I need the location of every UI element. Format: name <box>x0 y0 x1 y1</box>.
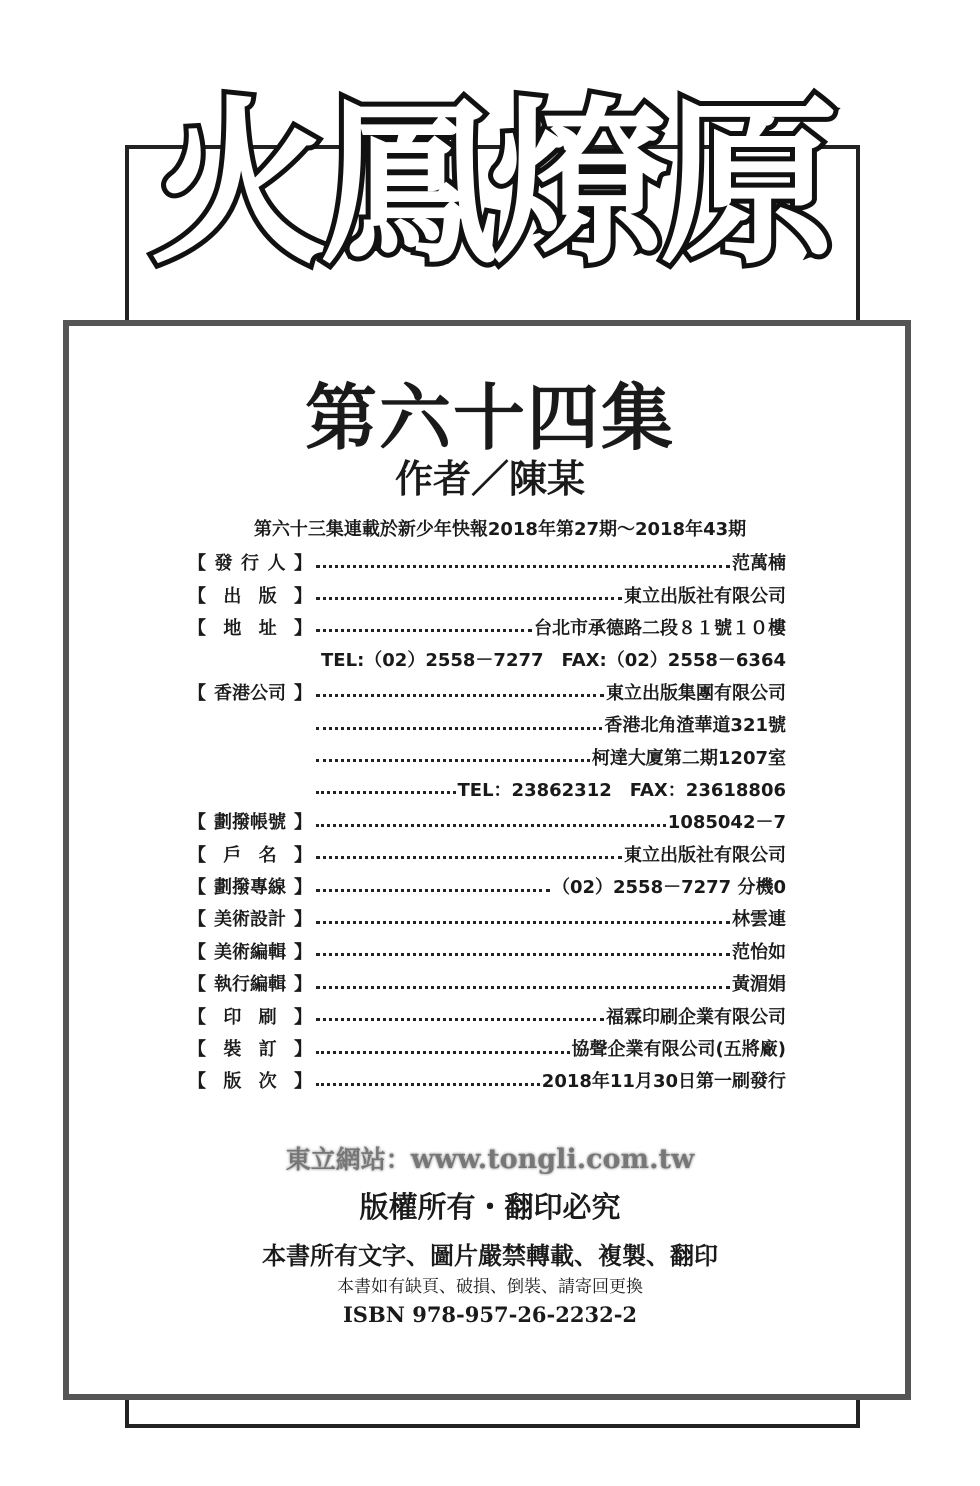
credit-label-part: 裝 <box>223 1039 242 1061</box>
isbn: ISBN 978-957-26-2232-2 <box>342 1302 638 1327</box>
credit-label-part: 人 <box>267 553 286 575</box>
credit-value: 東立出版社有限公司 <box>624 585 786 607</box>
credit-value: （02）2558－7277 分機0 <box>551 877 786 899</box>
dot-leader <box>316 1051 570 1054</box>
credit-label <box>188 1035 312 1061</box>
credit-row <box>188 578 786 610</box>
credit-label-part: 【 <box>188 617 206 639</box>
credit-value: 2018年11月30日第一刷發行 <box>541 1071 786 1093</box>
dot-leader <box>316 791 456 794</box>
credit-label <box>188 549 312 575</box>
credit-row <box>188 967 786 999</box>
credit-label-part: 印 <box>223 1006 242 1028</box>
credit-label-part: 【 <box>188 974 206 996</box>
credit-value: 范怡如 <box>732 941 786 963</box>
credit-value: 黃湄娟 <box>732 974 786 996</box>
credit-label-part: 】 <box>294 812 312 834</box>
credit-label <box>188 614 312 640</box>
credit-label-part: 】 <box>294 941 312 963</box>
credit-label-part: 行 <box>241 553 259 575</box>
credit-label-part: 】 <box>293 585 312 607</box>
credit-label-part: 】 <box>293 1071 312 1093</box>
credit-label-part: 】 <box>294 909 312 931</box>
credit-label <box>188 679 312 705</box>
credit-label-part: 地 <box>223 617 242 639</box>
dot-leader <box>316 953 730 956</box>
credit-label-part: 香港公司 <box>214 682 286 704</box>
credit-row <box>188 838 786 870</box>
credit-value: TEL：23862312 FAX：23618806 <box>457 779 786 801</box>
credit-row <box>188 870 786 902</box>
credit-label-part: 【 <box>188 909 206 931</box>
credit-row <box>188 708 786 740</box>
credit-value: 柯達大廈第二期1207室 <box>591 747 786 769</box>
copyright-detail: 本書所有文字、圖片嚴禁轉載、複製、翻印 <box>262 1241 718 1270</box>
credit-row <box>188 1064 786 1096</box>
credit-label <box>188 1067 312 1093</box>
dot-leader <box>316 694 604 697</box>
website-label: 東立網站： <box>285 1145 411 1174</box>
credit-label-part: 版 <box>223 1071 242 1093</box>
dot-leader <box>316 727 602 730</box>
copyright-notice: 版權所有・翻印必究 <box>359 1190 621 1224</box>
credit-label-part: 】 <box>294 553 312 575</box>
credit-label-part: 】 <box>294 877 312 899</box>
credit-row <box>188 1032 786 1064</box>
credit-label-part: 址 <box>258 617 277 639</box>
credit-label-part: 訂 <box>258 1039 277 1061</box>
credit-label <box>188 1003 312 1029</box>
credit-row <box>188 546 786 578</box>
credit-label-part: 發 <box>214 553 233 575</box>
credit-label-part: 【 <box>188 682 206 704</box>
credit-row <box>188 740 786 772</box>
credit-label <box>188 905 312 931</box>
credits-list <box>188 546 786 1097</box>
credit-label-part: 美術編輯 <box>214 941 286 963</box>
credit-label-part: 刷 <box>258 1006 277 1028</box>
credit-label-part: 劃撥專線 <box>214 877 286 899</box>
credit-row <box>188 643 786 675</box>
website-line <box>0 1140 980 1176</box>
credit-label-part: 】 <box>294 682 312 704</box>
dot-leader <box>316 1083 540 1086</box>
credit-value: 協聲企業有限公司(五將廠) <box>571 1039 786 1061</box>
credit-value: 東立出版集團有限公司 <box>606 682 786 704</box>
credit-label-part: 】 <box>293 1039 312 1061</box>
credit-label <box>188 808 312 834</box>
dot-leader <box>316 629 532 632</box>
credit-value: 東立出版社有限公司 <box>624 844 786 866</box>
volume-title: 第六十四集 <box>304 375 675 460</box>
credit-value: 范萬楠 <box>732 553 786 575</box>
series-title-logo: 火鳳燎原 <box>150 81 830 288</box>
replacement-notice: 本書如有缺頁、破損、倒裝、請寄回更換 <box>337 1277 643 1297</box>
credit-label-part: 】 <box>294 974 312 996</box>
credit-label-part: 【 <box>188 553 206 575</box>
credit-label-part: 】 <box>293 1006 312 1028</box>
credit-label-part: 【 <box>188 1039 206 1061</box>
credit-row <box>188 611 786 643</box>
credit-row <box>188 773 786 805</box>
dot-leader <box>316 824 666 827</box>
credit-label <box>188 970 312 996</box>
credit-value: TEL:（02）2558－7277 FAX:（02）2558－6364 <box>321 650 786 672</box>
credit-label-part: 出 <box>223 585 242 607</box>
serialization-note: 第六十三集連載於新少年快報2018年第27期～2018年43期 <box>253 519 747 540</box>
credit-label <box>188 841 312 867</box>
credit-row <box>188 999 786 1031</box>
credit-value: 林雲連 <box>732 909 786 931</box>
credit-value: 香港北角渣華道321號 <box>604 715 786 737</box>
credit-label <box>188 938 312 964</box>
credit-label-part: 【 <box>188 877 206 899</box>
website-url: www.tongli.com.tw <box>410 1144 695 1175</box>
credit-label-part: 名 <box>258 844 277 866</box>
credit-row <box>188 902 786 934</box>
dot-leader <box>316 597 622 600</box>
dot-leader <box>316 856 622 859</box>
credit-label-part: 【 <box>188 1071 206 1093</box>
dot-leader <box>316 565 730 568</box>
credit-label-part: 【 <box>188 812 206 834</box>
dot-leader <box>316 921 730 924</box>
credit-value: 1085042－7 <box>667 812 786 834</box>
dot-leader <box>316 889 550 892</box>
author-line: 作者／陳某 <box>394 457 585 501</box>
credit-label-part: 美術設計 <box>214 909 286 931</box>
credit-value: 福霖印刷企業有限公司 <box>606 1006 786 1028</box>
credit-row <box>188 805 786 837</box>
dot-leader <box>316 986 730 989</box>
dot-leader <box>316 759 590 762</box>
credit-label-part: 】 <box>293 844 312 866</box>
credit-value: 台北市承德路二段８１號１０樓 <box>534 617 786 639</box>
credit-label-part: 【 <box>188 941 206 963</box>
credit-label-part: 【 <box>188 844 206 866</box>
credit-label <box>188 873 312 899</box>
credit-label-part: 】 <box>293 617 312 639</box>
dot-leader <box>316 1018 604 1021</box>
credit-label-part: 【 <box>188 585 206 607</box>
credit-row <box>188 676 786 708</box>
credit-row <box>188 935 786 967</box>
credit-label-part: 次 <box>258 1071 277 1093</box>
credit-label-part: 執行編輯 <box>214 974 286 996</box>
credit-label <box>188 582 312 608</box>
credit-label-part: 戶 <box>223 844 242 866</box>
credit-label-part: 【 <box>188 1006 206 1028</box>
credit-label-part: 版 <box>258 585 277 607</box>
credit-label-part: 劃撥帳號 <box>214 812 286 834</box>
